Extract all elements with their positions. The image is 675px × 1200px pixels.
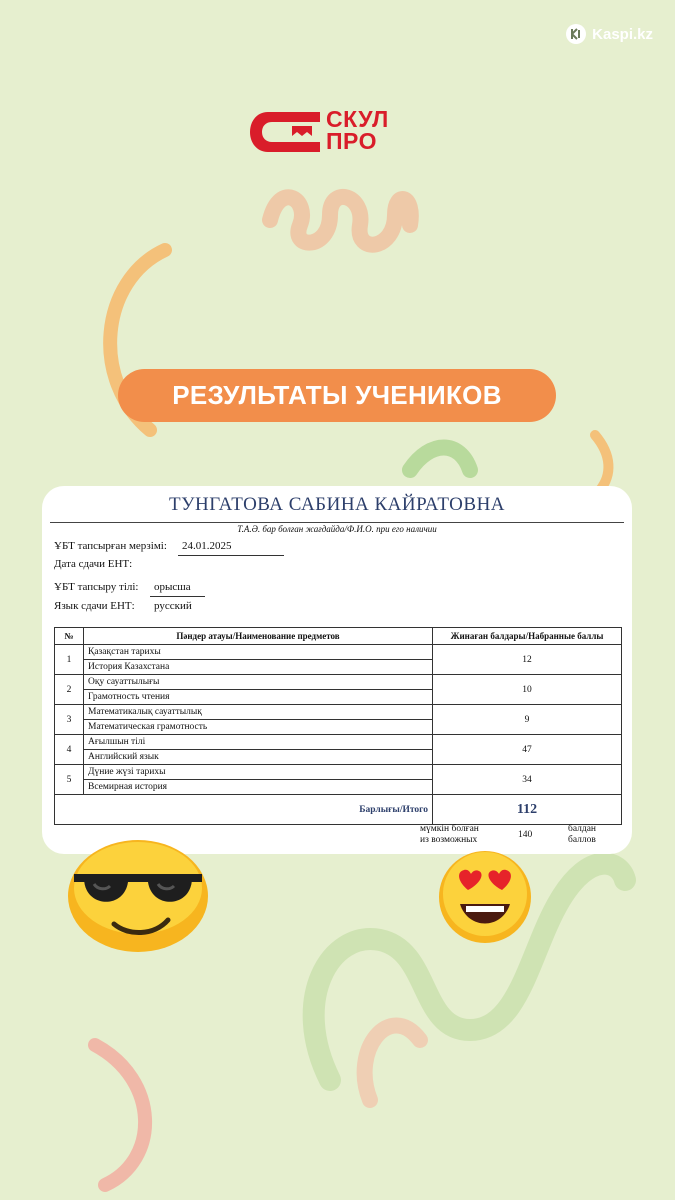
- col-score-header: Жинаған балдары/Набранные баллы: [433, 628, 622, 645]
- points-label: [568, 824, 596, 846]
- subject-ru: Грамотность чтения: [88, 692, 170, 702]
- subject-kz: Қазақстан тарихы: [84, 645, 432, 660]
- arc-bottom-left: [95, 1045, 145, 1185]
- possible-label: [420, 824, 479, 846]
- table-row: [55, 645, 622, 675]
- date-label-ru: Дата сдачи ЕНТ:: [54, 558, 133, 570]
- total-label: Барлығы/Итого: [55, 795, 433, 825]
- banner-title: РЕЗУЛЬТАТЫ УЧЕНИКОВ: [172, 380, 502, 410]
- subject-score: 9: [433, 705, 622, 735]
- date-label-kz: ҰБТ тапсырған мерзімі:: [54, 540, 167, 552]
- points-label-kz: балдан: [568, 824, 597, 834]
- total-row: [55, 795, 622, 825]
- table-header-row: [55, 628, 622, 645]
- kaspi-brand: [566, 24, 653, 44]
- school-logo-icon: [248, 108, 328, 156]
- name-caption: Т.А.Ә. бар болған жағдайда/Ф.И.О. при его наличии: [237, 524, 437, 534]
- lang-value-kz: орысша: [154, 581, 191, 593]
- table-row: [55, 735, 622, 765]
- kaspi-label: Kaspi.kz: [592, 25, 653, 43]
- possible-value: 140: [518, 830, 533, 840]
- lang-value-ru: русский: [154, 600, 192, 612]
- squiggle-mid: [410, 448, 470, 471]
- row-number: 1: [55, 645, 84, 675]
- school-logo-line2: ПРО: [326, 128, 377, 154]
- total-value: 112: [433, 795, 622, 825]
- subject-ru: Математическая грамотность: [88, 722, 208, 732]
- col-number-header: №: [55, 628, 84, 645]
- lang-label-ru: Язык сдачи ЕНТ:: [54, 600, 135, 612]
- table-row: [55, 705, 622, 735]
- row-number: 5: [55, 765, 84, 795]
- lang-label-kz: ҰБТ тапсыру тілі:: [54, 581, 139, 593]
- subject-ru: Всемирная история: [88, 782, 168, 792]
- col-subject-header: Пәндер атауы/Наименование предметов: [84, 628, 433, 645]
- subject-score: 10: [433, 675, 622, 705]
- date-underline: [178, 555, 284, 556]
- school-logo: [248, 108, 423, 156]
- student-name: ТУНГАТОВА САБИНА КАЙРАТОВНА: [168, 494, 506, 515]
- date-value: 24.01.2025: [182, 540, 232, 552]
- row-number: 2: [55, 675, 84, 705]
- subject-kz: Оқу сауаттылығы: [84, 675, 432, 690]
- lang-underline: [150, 596, 205, 597]
- scores-table: [54, 627, 622, 825]
- school-logo-line1: СКУЛ: [326, 106, 389, 132]
- subject-ru: История Казахстана: [88, 662, 170, 672]
- subject-score: 47: [433, 735, 622, 765]
- possible-label-ru: из возможных: [420, 835, 478, 845]
- subject-kz: Ағылшын тілі: [84, 735, 432, 750]
- row-number: 4: [55, 735, 84, 765]
- subject-score: 12: [433, 645, 622, 675]
- name-underline: [50, 522, 624, 523]
- subject-kz: Дүние жүзі тарихы: [84, 765, 432, 780]
- row-number: 3: [55, 705, 84, 735]
- subject-kz: Математикалық сауаттылық: [84, 705, 432, 720]
- table-row: [55, 675, 622, 705]
- heart-eyes-face-icon: [438, 850, 532, 944]
- results-banner: [118, 369, 556, 422]
- certificate-card: [42, 486, 632, 854]
- squiggle-bottom-peach: [365, 1025, 420, 1100]
- points-label-ru: баллов: [568, 835, 596, 845]
- subject-score: 34: [433, 765, 622, 795]
- table-row: [55, 765, 622, 795]
- kaspi-logo-icon: [566, 24, 586, 44]
- arc-right: [595, 435, 608, 490]
- squiggle-top: [270, 197, 411, 245]
- subject-ru: Английский язык: [88, 752, 159, 762]
- possible-label-kz: мүмкін болған: [420, 824, 479, 834]
- sunglasses-face-icon: [66, 838, 210, 954]
